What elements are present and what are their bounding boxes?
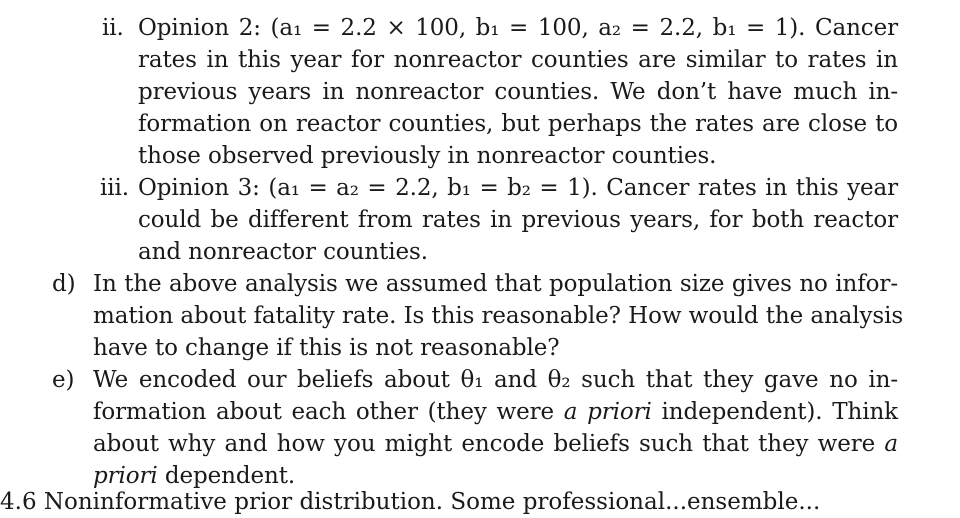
item-marker: d) [52, 271, 76, 297]
emphasis-text: priori [93, 463, 158, 489]
text-span: about why and how you might encode beliefs such that they were [93, 431, 885, 457]
text-span: formation about each other (they were [93, 399, 564, 425]
text-line: could be different from rates in previous years, for both reactor [138, 207, 898, 233]
emphasis-text: a priori [563, 399, 652, 425]
text-line: formation on reactor counties, but perhaps the rates are close to [138, 111, 898, 137]
text-line: In the above analysis we assumed that population size gives no infor- [93, 271, 898, 297]
text-line: previous years in nonreactor counties. We don’t have much in- [138, 79, 898, 105]
text-line: Opinion 3: (a₁ = a₂ = 2.2, b₁ = b₂ = 1). Cancer rates in this year [138, 175, 898, 201]
item-body [138, 172, 898, 268]
emphasis-text: a [884, 431, 898, 457]
text-line: have to change if this is not reasonable? [93, 335, 560, 361]
text-line [93, 396, 898, 428]
item-marker: e) [52, 367, 75, 393]
text-line [93, 428, 898, 460]
text-line: those observed previously in nonreactor counties. [138, 143, 717, 169]
text-span: independent). Think [651, 399, 898, 425]
item-body [93, 268, 904, 364]
item-body [138, 12, 898, 172]
text-span: dependent. [157, 463, 296, 489]
text-line: and nonreactor counties. [138, 239, 428, 265]
item-marker: ii. [102, 15, 124, 41]
item-body [93, 364, 898, 492]
text-line: mation about fatality rate. Is this reasonable? How would the analysis [93, 303, 904, 329]
text-line: We encoded our beliefs about θ₁ and θ₂ such that they gave no in- [93, 367, 898, 393]
text-line: Opinion 2: (a₁ = 2.2 × 100, b₁ = 100, a₂ = 2.2, b₁ = 1). Cancer [138, 15, 898, 41]
cutoff-next-line: 4.6 Noninformative prior distribution. Some professional...ensemble... [0, 489, 821, 515]
item-marker: iii. [100, 175, 129, 201]
text-line: rates in this year for nonreactor counties are similar to rates in [138, 47, 898, 73]
